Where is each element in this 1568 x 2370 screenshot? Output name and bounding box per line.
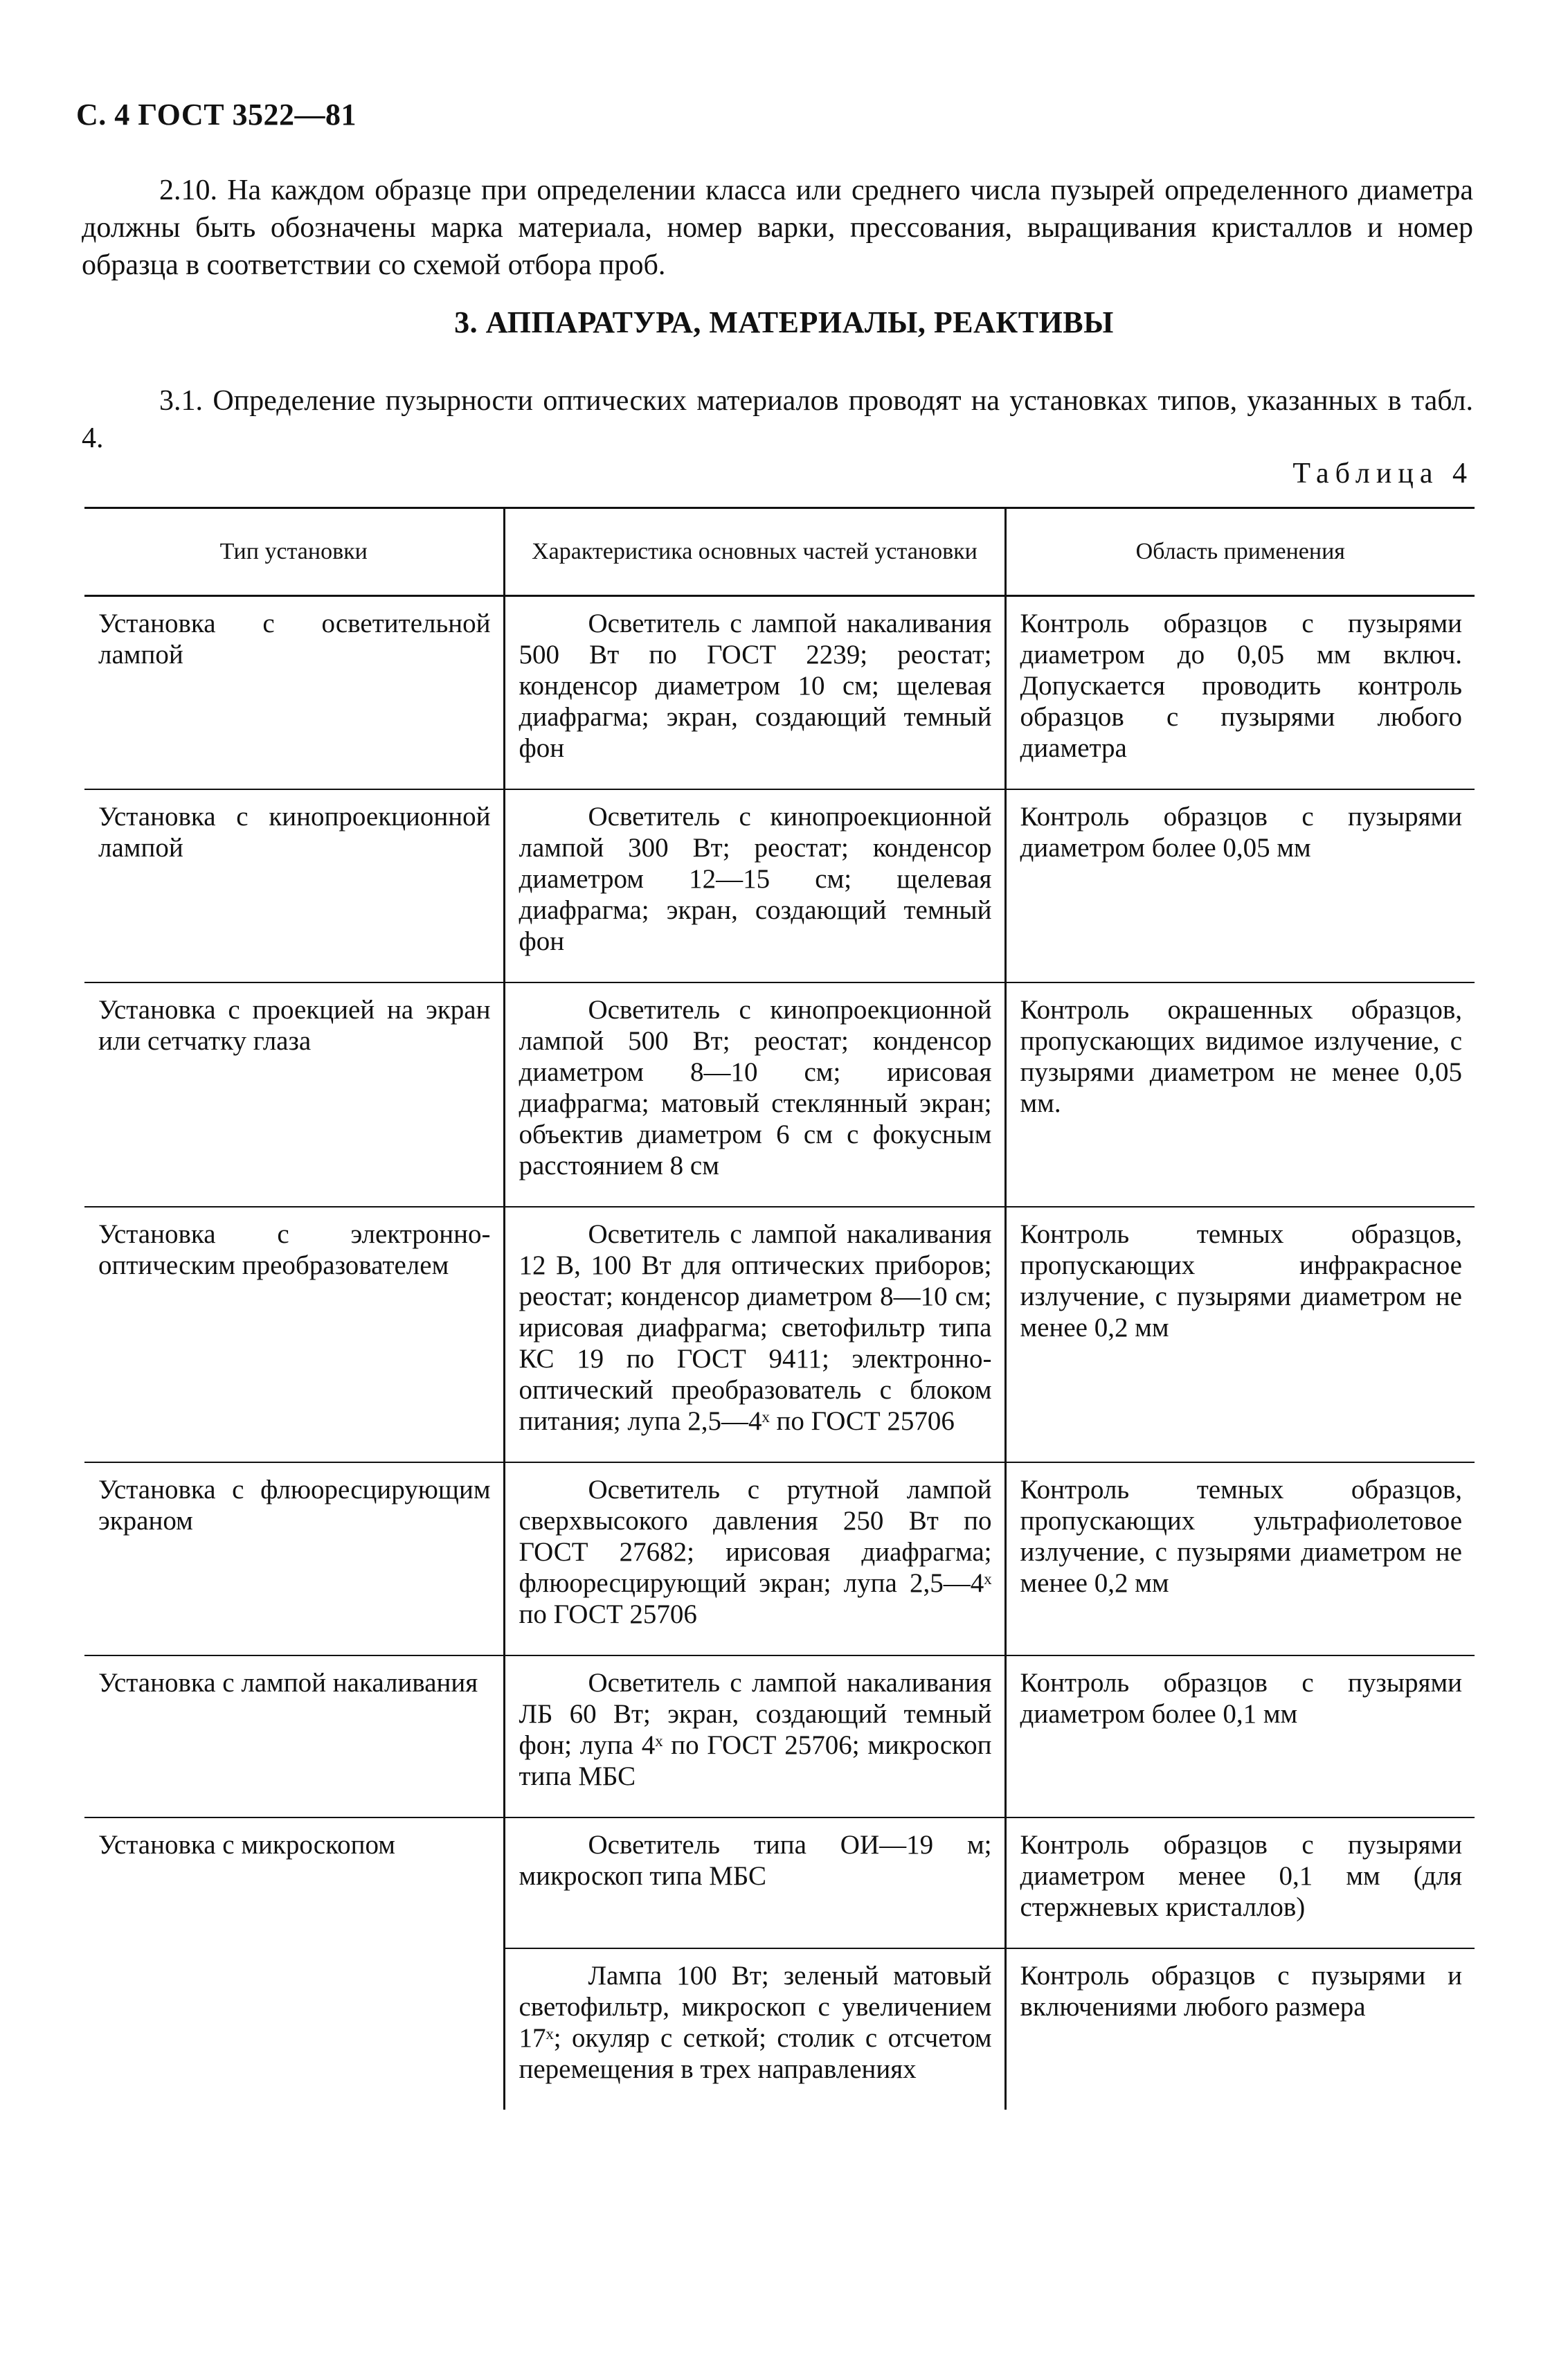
paragraph-2-10: 2.10. На каждом образце при определении класса или среднего числа пузырей определенного диаметра должны быть обозначены марка материала, номер варки, прессования, выращивания кристаллов и номер образца в соответствии со схемой отбора проб. xyxy=(82,174,1473,281)
cell-application: Контроль образцов с пузырями диаметром более 0,05 мм xyxy=(1005,789,1475,982)
cell-application: Контроль окрашенных образцов, пропускающих видимое излучение, с пузырями диаметром не менее 0,05 мм. xyxy=(1005,982,1475,1207)
cell-application: Контроль образцов с пузырями диаметром до 0,05 мм включ. Допускается проводить контроль образцов с пузырями любого диаметра xyxy=(1005,596,1475,790)
header-parts: Характеристика основных частей установки xyxy=(504,508,1005,596)
cell-type: Установка с флюоресцирующим экраном xyxy=(84,1462,504,1655)
table-row xyxy=(84,982,1475,1207)
table-row xyxy=(84,1207,1475,1462)
section-title: 3. АППАРАТУРА, МАТЕРИАЛЫ, РЕАКТИВЫ xyxy=(454,305,1114,339)
cell-parts: Осветитель с кинопроекционной лампой 300 Вт; реостат; конденсор диаметром 12—15 см; щелевая диафрагма; экран, создающий темный фон xyxy=(504,789,1005,982)
cell-parts: Осветитель с ртутной лампой сверхвысокого давления 250 Вт по ГОСТ 27682; ирисовая диафрагма; флюоресцирующий экран; лупа 2,5—4ˣ по ГОСТ 25706 xyxy=(504,1462,1005,1655)
cell-parts: Осветитель с кинопроекционной лампой 500 Вт; реостат; конденсор диаметром 8—10 см; ирисовая диафрагма; матовый стеклянный экран; объектив диаметром 6 см с фокусным расстоянием 8 см xyxy=(504,982,1005,1207)
cell-parts: Осветитель с лампой накаливания ЛБ 60 Вт; экран, создающий темный фон; лупа 4ˣ по ГОСТ 25706; микроскоп типа МБС xyxy=(504,1655,1005,1817)
cell-application: Контроль образцов с пузырями и включениями любого размера xyxy=(1005,1948,1475,2110)
table-row xyxy=(84,596,1475,790)
header-type: Тип установки xyxy=(84,508,504,596)
table-caption: Таблица 4 xyxy=(1292,458,1473,490)
cell-application: Контроль темных образцов, пропускающих ультрафиолетовое излучение, с пузырями диаметром не менее 0,2 мм xyxy=(1005,1462,1475,1655)
cell-type: Установка с осветительной лампой xyxy=(98,609,491,670)
table-row xyxy=(84,1817,1475,1948)
table-row xyxy=(84,1948,1475,2110)
header-application: Область применения xyxy=(1005,508,1475,596)
table-row xyxy=(84,789,1475,982)
cell-type: Установка с микроскопом xyxy=(84,1817,504,1948)
cell-parts: Осветитель с лампой накаливания 500 Вт по ГОСТ 2239; реостат; конденсор диаметром 10 см; щелевая диафрагма; экран, создающий темный фон xyxy=(504,596,1005,790)
table-header-row xyxy=(84,508,1475,596)
cell-application: Контроль темных образцов, пропускающих инфракрасное излучение, с пузырями диаметром не менее 0,2 мм xyxy=(1005,1207,1475,1462)
cell-parts: Осветитель с лампой накаливания 12 В, 100 Вт для оптических приборов; реостат; конденсор диаметром 8—10 см; ирисовая диафрагма; светофильтр типа КС 19 по ГОСТ 9411; электронно-оптический преобразователь с блоком питания; лупа 2,5—4ˣ по ГОСТ 25706 xyxy=(504,1207,1005,1462)
cell-type-empty xyxy=(84,1948,504,2110)
cell-type: Установка с электронно-оптическим преобразователем xyxy=(84,1207,504,1462)
cell-application: Контроль образцов с пузырями диаметром менее 0,1 мм (для стержневых кристаллов) xyxy=(1005,1817,1475,1948)
cell-parts: Осветитель типа ОИ—19 м; микроскоп типа МБС xyxy=(504,1817,1005,1948)
cell-type: Установка с лампой накаливания xyxy=(84,1655,504,1817)
table-row xyxy=(84,1462,1475,1655)
equipment-table xyxy=(84,507,1475,2110)
cell-parts: Лампа 100 Вт; зеленый матовый светофильтр, микроскоп с увеличением 17ˣ; окуляр с сеткой; столик с отсчетом перемещения в трех направлениях xyxy=(504,1948,1005,2110)
table-row xyxy=(84,1655,1475,1817)
page-header: С. 4 ГОСТ 3522—81 xyxy=(76,98,357,132)
cell-type: Установка с кинопроекционной лампой xyxy=(84,789,504,982)
paragraph-3-1: 3.1. Определение пузырности оптических материалов проводят на установках типов, указанных в табл. 4. xyxy=(82,385,1473,454)
cell-type: Установка с проекцией на экран или сетчатку глаза xyxy=(84,982,504,1207)
cell-application: Контроль образцов с пузырями диаметром более 0,1 мм xyxy=(1005,1655,1475,1817)
